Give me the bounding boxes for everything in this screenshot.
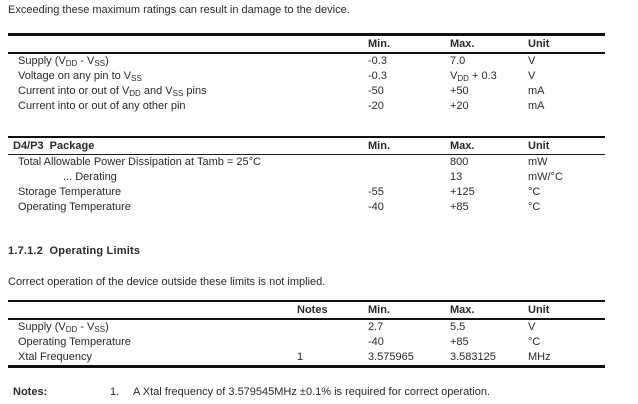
- column-header-unit: Unit: [528, 140, 550, 152]
- text-segment: - V: [77, 321, 95, 333]
- cell-unit: mA: [528, 100, 545, 112]
- text-segment: Operating Temperature: [18, 201, 131, 213]
- cell-unit: mW: [528, 156, 548, 168]
- cell-max: [450, 335, 469, 350]
- table-row: [8, 335, 605, 350]
- cell-max: [450, 84, 469, 99]
- notes-footer: [0, 385, 638, 400]
- table-row: [8, 350, 605, 365]
- text-segment: Xtal Frequency: [18, 351, 92, 363]
- column-header-max: Max.: [450, 304, 475, 316]
- text-segment: pins: [183, 85, 207, 97]
- text-segment: +20: [450, 100, 469, 112]
- subscript-text: SS: [94, 325, 106, 334]
- subscript-text: DD: [65, 325, 78, 334]
- cell-max: [450, 69, 497, 84]
- text-segment: Storage Temperature: [18, 186, 122, 198]
- cell-max: [450, 350, 496, 365]
- cell-parameter: [18, 335, 131, 350]
- table-row: [8, 99, 605, 114]
- cell-max: [450, 170, 462, 185]
- cell-unit: °C: [528, 201, 541, 213]
- table-header-row: [8, 36, 605, 54]
- column-header-min: Min.: [368, 304, 390, 316]
- table-row: [8, 185, 605, 200]
- cell-max: [450, 320, 465, 335]
- cell-unit: °C: [528, 186, 541, 198]
- table-row: [8, 54, 605, 69]
- table-header-row: [8, 138, 605, 155]
- cell-parameter: [18, 84, 207, 99]
- text-segment: - V: [77, 55, 95, 67]
- max-ratings-intro-text: Exceeding these maximum ratings can result in damage to the device.: [8, 4, 350, 16]
- column-header-max: Max.: [450, 38, 475, 50]
- subscript-text: SS: [131, 74, 142, 83]
- text-segment: Supply (V: [18, 321, 66, 333]
- cell-unit: V: [528, 55, 536, 67]
- text-segment: Current into or out of V: [18, 85, 130, 97]
- table-row: [8, 84, 605, 99]
- cell-max: [450, 185, 475, 200]
- cell-min: -20: [368, 100, 384, 112]
- text-segment: Supply (V: [18, 55, 66, 67]
- table-row: [8, 320, 605, 335]
- column-header-label: D4/P3 Package: [13, 140, 95, 152]
- column-header-unit: Unit: [528, 38, 550, 50]
- subscript-text: SS: [94, 59, 106, 68]
- cell-unit: MHz: [528, 351, 551, 363]
- table-package-thermal-ratings: [8, 136, 605, 215]
- table-absolute-maximum-ratings: [8, 33, 605, 114]
- cell-min: -0.3: [368, 70, 387, 82]
- section-heading: 1.7.1.2 Operating Limits: [8, 245, 141, 257]
- cell-min: -0.3: [368, 55, 387, 67]
- text-segment: Operating Temperature: [18, 336, 131, 348]
- table-row: [8, 170, 605, 185]
- cell-unit: mA: [528, 85, 545, 97]
- text-segment: Current into or out of any other pin: [18, 100, 186, 112]
- cell-max: [450, 99, 469, 114]
- text-segment: 5.5: [450, 321, 466, 333]
- notes-label: Notes:: [13, 386, 48, 398]
- note-text: A Xtal frequency of 3.579545MHz ±0.1% is required for correct operation.: [133, 386, 491, 398]
- cell-parameter: [18, 99, 186, 114]
- operating-limits-intro-text: Correct operation of the device outside these limits is not implied.: [8, 276, 326, 288]
- cell-unit: V: [528, 321, 536, 333]
- text-segment: and V: [140, 85, 173, 97]
- table-row: [8, 155, 605, 170]
- text-segment: + 0.3: [468, 70, 497, 82]
- cell-parameter: [18, 320, 109, 335]
- subscript-text: SS: [172, 89, 184, 98]
- text-segment: +50: [450, 85, 469, 97]
- cell-min: -55: [368, 186, 384, 198]
- cell-min: -50: [368, 85, 384, 97]
- table-header-row: [8, 302, 605, 320]
- cell-parameter: [63, 170, 117, 185]
- subscript-text: DD: [129, 89, 141, 98]
- text-segment: ... Derating: [63, 171, 117, 183]
- text-segment: ): [105, 321, 109, 333]
- text-segment: +125: [450, 186, 475, 198]
- cell-unit: mW/°C: [528, 171, 563, 183]
- cell-min: -40: [368, 336, 384, 348]
- cell-max: [450, 54, 465, 69]
- text-segment: Voltage on any pin to V: [18, 70, 132, 82]
- cell-min: 3.575965: [368, 351, 414, 363]
- table-row: [8, 69, 605, 84]
- text-segment: ): [105, 55, 109, 67]
- text-segment: V: [450, 70, 458, 82]
- text-segment: 3.583125: [450, 351, 496, 363]
- column-header-min: Min.: [368, 140, 390, 152]
- cell-unit: V: [528, 70, 536, 82]
- column-header-max: Max.: [450, 140, 475, 152]
- note-number: 1.: [110, 386, 120, 398]
- text-segment: 13: [450, 171, 463, 183]
- table-operating-limits: [8, 300, 605, 368]
- cell-parameter: [18, 185, 121, 200]
- cell-notes: 1: [297, 351, 304, 363]
- column-header-notes: Notes: [297, 304, 328, 316]
- text-segment: +85: [450, 201, 469, 213]
- subscript-text: DD: [65, 59, 78, 68]
- cell-parameter: [18, 350, 92, 365]
- subscript-text: DD: [457, 74, 469, 83]
- text-segment: Total Allowable Power Dissipation at Tamb = 25°C: [18, 156, 261, 168]
- cell-parameter: [18, 54, 109, 69]
- table-row: [8, 200, 605, 215]
- cell-min: -40: [368, 201, 384, 213]
- text-segment: +85: [450, 336, 469, 348]
- cell-parameter: [18, 155, 261, 170]
- cell-parameter: [18, 69, 142, 84]
- cell-parameter: [18, 200, 131, 215]
- text-segment: 7.0: [450, 55, 466, 67]
- column-header-min: Min.: [368, 38, 390, 50]
- cell-max: [450, 155, 468, 170]
- column-header-unit: Unit: [528, 304, 550, 316]
- cell-min: 2.7: [368, 321, 384, 333]
- cell-max: [450, 200, 469, 215]
- cell-unit: °C: [528, 336, 541, 348]
- text-segment: 800: [450, 156, 469, 168]
